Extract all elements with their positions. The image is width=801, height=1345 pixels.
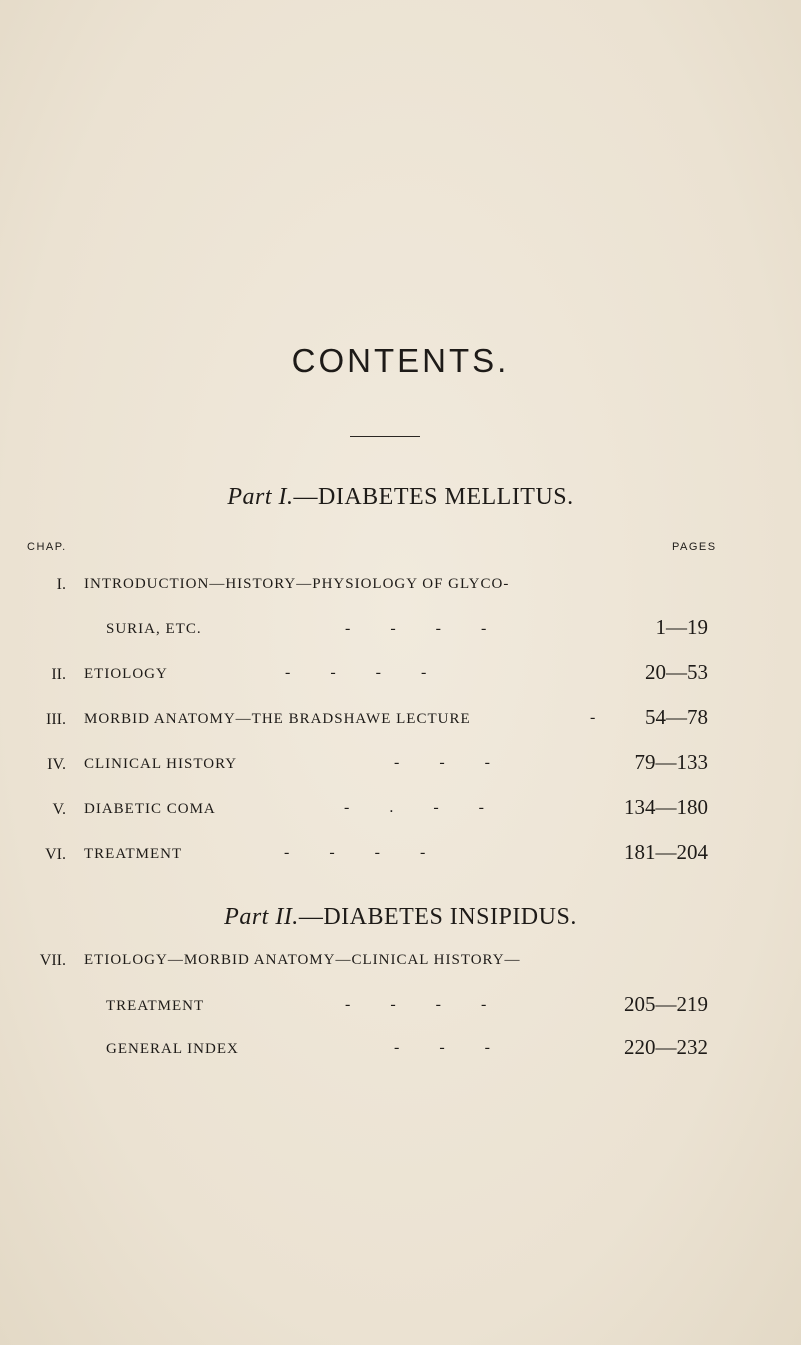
chapter-title: DIABETIC COMA [84,801,216,817]
part-2-title: —DIABETES INSIPIDUS. [298,904,577,930]
page-range: 181—204 [624,840,708,864]
page-range: 20—53 [645,660,708,684]
chap-column-header: CHAP. [27,541,67,553]
leader-dashes: - - - - [285,664,427,681]
chapter-title: TREATMENT [84,846,183,862]
chapter-numeral: I. [56,576,66,593]
leader-dashes: - - - [394,754,490,771]
page-range: 205—219 [624,992,708,1016]
chapter-title-continued: TREATMENT [106,998,205,1014]
chapter-title-continued: SURIA, ETC. [106,621,202,637]
chapter-title: MORBID ANATOMY—THE BRADSHAWE LECTURE [84,711,471,727]
leader-dashes: - . - - [344,799,484,816]
part-1-heading [0,484,801,511]
index-label: GENERAL INDEX [106,1041,239,1057]
page-range: 1—19 [655,615,708,639]
part-2-label: Part II. [224,904,299,930]
chapter-numeral: III. [46,711,66,728]
page-range: 79—133 [634,750,708,774]
chapter-title: INTRODUCTION—HISTORY—PHYSIOLOGY OF GLYCO- [84,576,510,592]
leader-dashes: - - - [394,1039,490,1056]
title-rule [350,436,420,437]
chapter-numeral: VI. [45,846,66,863]
pages-column-header: PAGES [672,541,717,553]
page-range: 54—78 [645,705,708,729]
part-1-label: Part I. [227,484,294,510]
leader-dashes: - - - - [345,996,487,1013]
part-1-title: —DIABETES MELLITUS. [293,484,574,510]
chapter-numeral: II. [51,666,66,683]
leader-dashes: - - - - [345,620,487,637]
leader-dashes: - [590,709,596,726]
chapter-numeral: VII. [39,952,66,969]
chapter-numeral: IV. [47,756,66,773]
page-range: 220—232 [624,1035,708,1059]
chapter-title: ETIOLOGY—MORBID ANATOMY—CLINICAL HISTORY— [84,952,521,968]
chapter-title: CLINICAL HISTORY [84,756,238,772]
chapter-title: ETIOLOGY [84,666,168,682]
page-range: 134—180 [624,795,708,819]
part-2-heading [0,904,801,931]
chapter-numeral: V. [52,801,66,818]
leader-dashes: - - - - [284,844,426,861]
page-title: CONTENTS. [291,342,510,379]
